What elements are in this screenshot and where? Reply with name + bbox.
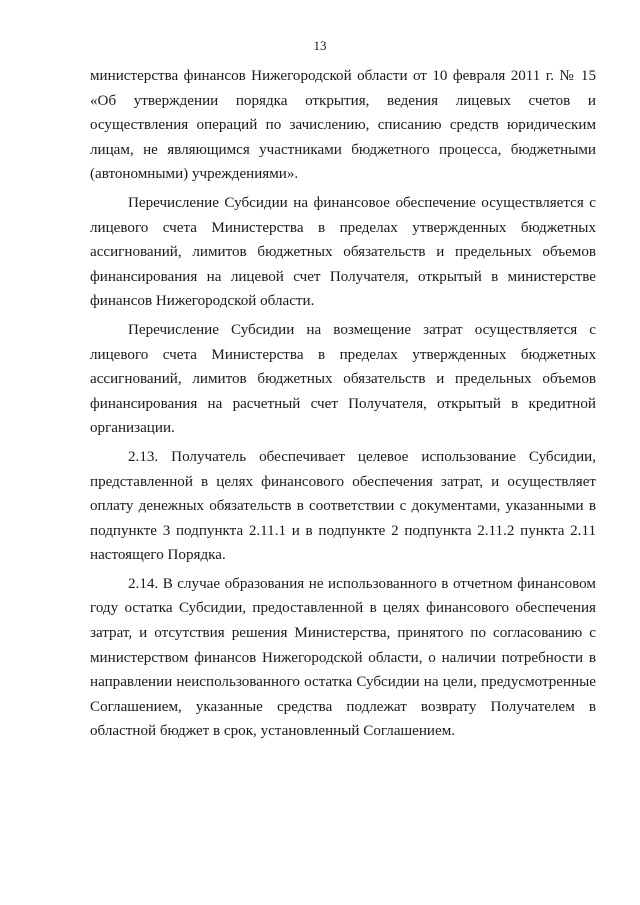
- paragraph-ministry-order-continuation: министерства финансов Нижегородской области от 10 февраля 2011 г. № 15 «Об утверждении порядка открытия, ведения лицевых счетов и осуществления операций по зачислению, списанию средств юридическим лицам, не являющимся участниками бюджетного процесса, бюджетными (автономными) учреждениями».: [90, 68, 596, 183]
- paragraph-subsidy-financial-support-transfer: Перечисление Субсидии на финансовое обеспечение осуществляется с лицевого счета Министерства в пределах утвержденных бюджетных ассигнований, лимитов бюджетных обязательств и предельных объемов финансирования на лицевой счет Получателя, открытый в министерстве финансов Нижегородской области.: [90, 194, 596, 310]
- page-number: 13: [313, 38, 327, 53]
- paragraph-clause-2-14: 2.14. В случае образования не использованного в отчетном финансовом году остатка Субсидии, предоставленной в целях финансового обеспечения затрат, и отсутствия решения Министерства, принятого по согласованию с министерством финансов Нижегородской области, о наличии потребности в направлении неиспользованного остатка Субсидии на цели, предусмотренные Соглашением, указанные средства подлежат возврату Получателем в областной бюджет в срок, установленный Соглашением.: [90, 575, 596, 740]
- paragraph-clause-2-13: 2.13. Получатель обеспечивает целевое использование Субсидии, представленной в целях финансового обеспечения затрат, и осуществляет оплату денежных обязательств в соответствии с документами, указанными в подпункте 3 подпункта 2.11.1 и в подпункте 2 подпункта 2.11.2 пункта 2.11 настоящего Порядка.: [90, 448, 596, 564]
- paragraph-subsidy-cost-reimbursement-transfer: Перечисление Субсидии на возмещение затрат осуществляется с лицевого счета Министерства в пределах утвержденных бюджетных ассигнований, лимитов бюджетных обязательств и предельных объемов финансирования на расчетный счет Получателя, открытый в кредитной организации.: [90, 321, 596, 437]
- document-body: [90, 64, 596, 744]
